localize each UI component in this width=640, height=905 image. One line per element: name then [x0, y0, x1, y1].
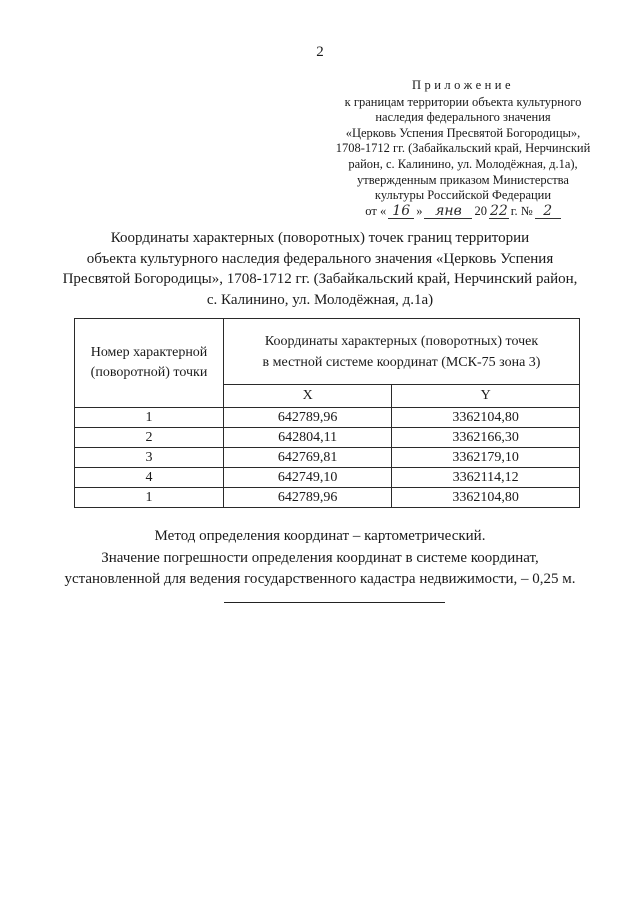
cell-y: 3362114,12 — [392, 468, 580, 488]
cell-point: 1 — [75, 408, 224, 428]
header-coords-line: Координаты характерных (поворотных) точек — [264, 333, 539, 349]
appendix-line: утвержденным приказом Министерства — [357, 172, 569, 187]
appendix-line: 1708-1712 гг. (Забайкальский край, Нерчинский — [335, 141, 591, 156]
cell-point: 2 — [75, 428, 224, 448]
table-row — [75, 428, 580, 448]
header-axis-y: Y — [392, 385, 580, 408]
page-number: 2 — [316, 44, 324, 60]
table-row — [75, 468, 580, 488]
header-point-line: (поворотной) точки — [90, 365, 208, 380]
cell-x: 642769,81 — [224, 448, 392, 468]
cell-y: 3362104,80 — [392, 488, 580, 508]
appendix-line: район, с. Калинино, ул. Молодёжная, д.1а), — [348, 156, 578, 171]
order-prefix: от « — [365, 203, 387, 218]
order-year-prefix: 20 — [474, 203, 487, 218]
header-axis-x: X — [224, 385, 392, 408]
header-coordinates — [224, 319, 580, 385]
appendix-heading: Приложение — [411, 78, 515, 92]
footer-line: Значение погрешности определения координат в системе координат, — [101, 549, 539, 566]
cell-point: 4 — [75, 468, 224, 488]
method-note — [40, 526, 600, 591]
appendix-line: наследия федерального значения — [375, 110, 551, 125]
table-header-row — [75, 319, 580, 385]
cell-x: 642789,96 — [224, 408, 392, 428]
order-month-handwritten: янв — [424, 204, 472, 219]
appendix-block — [318, 78, 608, 219]
cell-x: 642749,10 — [224, 468, 392, 488]
coordinates-table — [74, 318, 580, 508]
footer-line: установленной для ведения государственного кадастра недвижимости, – 0,25 м. — [64, 571, 576, 587]
appendix-line: «Церковь Успения Пресвятой Богородицы», — [345, 125, 581, 140]
table-row — [75, 488, 580, 508]
header-point-line: Номер характерной — [90, 345, 208, 360]
title-line: Координаты характерных (поворотных) точек границ территории — [110, 230, 530, 246]
order-number-handwritten: 2 — [535, 204, 561, 219]
title-line: объекта культурного наследия федерального значения «Церковь Успения — [86, 250, 554, 267]
appendix-line: к границам территории объекта культурного — [344, 94, 582, 109]
cell-y: 3362166,30 — [392, 428, 580, 448]
closing-rule — [224, 602, 445, 603]
cell-x: 642789,96 — [224, 488, 392, 508]
order-year-suffix: г. № — [510, 203, 533, 218]
cell-point: 3 — [75, 448, 224, 468]
table-row — [75, 448, 580, 468]
footer-line: Метод определения координат – картометрический. — [154, 528, 486, 544]
order-year-handwritten: 22 — [489, 203, 508, 220]
cell-y: 3362179,10 — [392, 448, 580, 468]
order-quote-close: » — [416, 203, 423, 218]
header-point-number — [75, 319, 224, 408]
cell-point: 1 — [75, 488, 224, 508]
cell-x: 642804,11 — [224, 428, 392, 448]
title-line: Пресвятой Богородицы», 1708-1712 гг. (Забайкальский край, Нерчинский район, — [62, 271, 578, 287]
order-day-handwritten: 16 — [388, 204, 414, 219]
document-title — [50, 228, 590, 310]
title-line: с. Калинино, ул. Молодёжная, д.1а) — [206, 291, 434, 308]
table-row — [75, 408, 580, 428]
order-date-line — [318, 204, 608, 220]
appendix-line: культуры Российской Федерации — [374, 188, 552, 203]
cell-y: 3362104,80 — [392, 408, 580, 428]
header-coords-line: в местной системе координат (МСК-75 зона 3) — [262, 354, 541, 370]
